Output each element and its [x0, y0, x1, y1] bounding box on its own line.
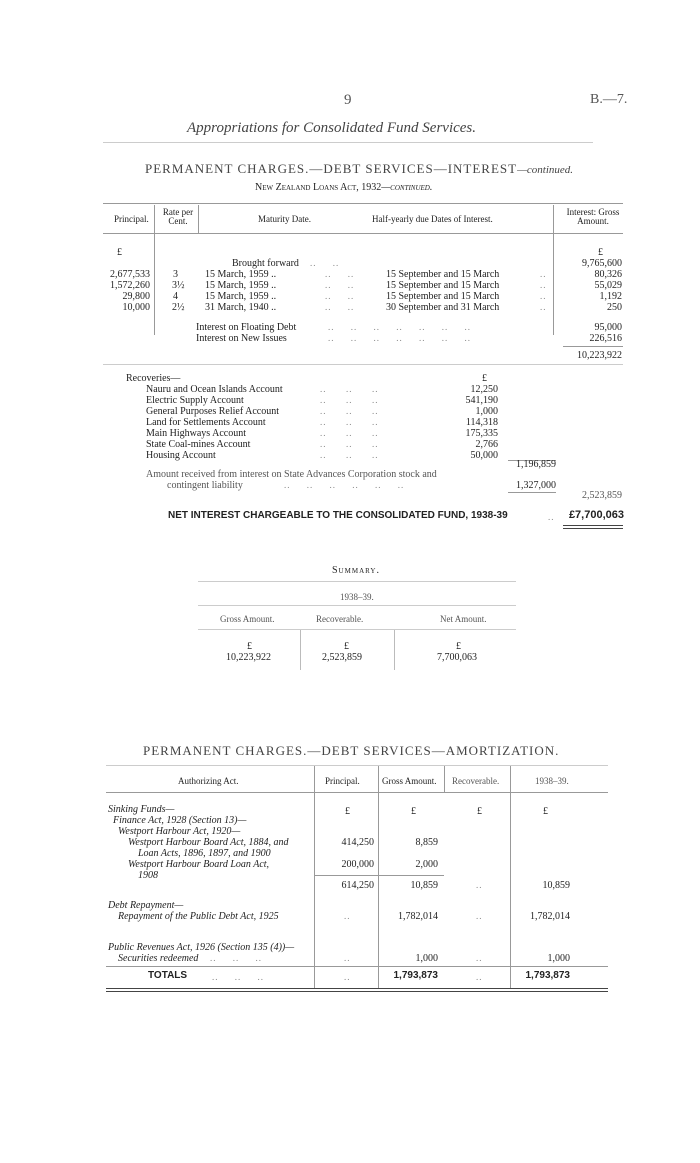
loan-due-dates: 15 September and 15 March — [386, 291, 500, 302]
sinking-subtotal-principal: 614,250 — [341, 880, 374, 891]
page-reference: B.—7. — [590, 92, 628, 107]
recovery-label: Housing Account — [146, 450, 216, 461]
recoveries-subtotal: 1,196,859 — [516, 459, 556, 470]
public-revenues-line1: Public Revenues Act, 1926 (Section 135 (4))— — [108, 942, 295, 953]
leader-dots: .. — [476, 880, 483, 890]
loan-interest: 55,029 — [594, 280, 622, 291]
table-header-rule — [103, 233, 623, 234]
leader-dots: .. .. .. — [320, 384, 379, 394]
loan-due-dates: 15 September and 15 March — [386, 269, 500, 280]
leader-dots: .. .. .. .. .. .. .. — [328, 333, 471, 343]
leader-dots: .. .. .. — [320, 450, 379, 460]
col-header-principal: Principal. — [114, 214, 149, 224]
summary-col-recoverable: Recoverable. — [316, 614, 364, 624]
public-revenues-net: 1,000 — [547, 953, 570, 964]
totals-bottom-rule-1 — [106, 988, 608, 989]
westport-act-label: Westport Harbour Act, 1920— — [118, 826, 241, 837]
sinking-subtotal-gross: 10,859 — [410, 880, 438, 891]
recoverable-total: 2,523,859 — [582, 490, 622, 501]
amort-col-year: 1938–39. — [535, 776, 569, 786]
leader-dots: .. .. .. — [320, 417, 379, 427]
recovery-label: Main Highways Account — [146, 428, 246, 439]
amort-currency: £ — [477, 806, 482, 817]
recoverable-total-rule — [508, 492, 556, 493]
repayment-net: 1,782,014 — [530, 911, 570, 922]
interest-title-main: PERMANENT CHARGES.—DEBT SERVICES—INTEREST — [145, 161, 518, 176]
repayment-act-label: Repayment of the Public Debt Act, 1925 — [118, 911, 279, 922]
leader-dots: .. .. — [310, 258, 340, 268]
loan-rate: 3 — [173, 269, 178, 280]
loan-rate: 4 — [173, 291, 178, 302]
col-header-interest: Interest: Gross Amount. — [566, 207, 620, 226]
leader-dots: .. — [344, 972, 351, 982]
loan-principal: 10,000 — [122, 302, 150, 313]
sinking-subtotal-net: 10,859 — [542, 880, 570, 891]
gross-total-rule — [563, 346, 623, 347]
leader-dots: .. .. .. — [320, 406, 379, 416]
amort-col-recoverable: Recoverable. — [452, 776, 500, 786]
state-advances-line2: contingent liability — [167, 480, 243, 491]
recovery-amount: 1,000 — [475, 406, 498, 417]
leader-dots: .. .. .. — [210, 953, 262, 963]
interest-title-suffix: —continued. — [517, 164, 574, 176]
summary-sep-2 — [394, 630, 395, 670]
loan-interest: 250 — [607, 302, 622, 313]
amortization-section-title: PERMANENT CHARGES.—DEBT SERVICES—AMORTIZATION. — [143, 743, 560, 758]
totals-bottom-rule-2 — [106, 991, 608, 992]
header-rule — [103, 142, 593, 143]
leader-dots: .. — [476, 911, 483, 921]
debt-repayment-label: Debt Repayment— — [108, 900, 184, 911]
loan-maturity: 15 March, 1959 .. — [205, 269, 277, 280]
recovery-amount: 541,190 — [465, 395, 498, 406]
col-sep-2 — [198, 205, 199, 233]
sinking-subtotal-rule — [314, 875, 444, 876]
subtitle-suffix: —continued. — [381, 182, 433, 193]
summary-currency: £ — [344, 641, 349, 652]
amort-sep-3 — [444, 766, 445, 792]
amort-col-principal: Principal. — [325, 776, 360, 786]
currency-principal: £ — [117, 247, 122, 258]
leader-dots: .. .. .. — [320, 395, 379, 405]
summary-recoverable-value: 2,523,859 — [322, 652, 362, 663]
loan-due-dates: 30 September and 31 March — [386, 302, 500, 313]
col-sep-3 — [553, 205, 554, 335]
summary-sep-1 — [300, 630, 301, 670]
leader-dots: .. — [548, 512, 555, 522]
summary-year: 1938–39. — [340, 592, 374, 602]
leader-dots: .. — [540, 302, 547, 312]
loan-rate: 2½ — [172, 302, 185, 313]
public-revenues-line2: Securities redeemed — [118, 953, 199, 964]
amort-top-rule — [106, 765, 608, 766]
recovery-label: Nauru and Ocean Islands Account — [146, 384, 283, 395]
leader-dots: .. .. .. .. .. .. .. — [328, 322, 471, 332]
loan-interest: 1,192 — [599, 291, 622, 302]
amort-header-rule — [106, 792, 608, 793]
leader-dots: .. .. — [325, 269, 355, 279]
amort-col-act: Authorizing Act. — [178, 776, 239, 786]
recovery-label: State Coal-mines Account — [146, 439, 251, 450]
leader-dots: .. — [344, 911, 351, 921]
totals-label: TOTALS — [148, 970, 188, 981]
finance-act-label: Finance Act, 1928 (Section 13)— — [113, 815, 247, 826]
recovery-amount: 12,250 — [470, 384, 498, 395]
loan-maturity: 15 March, 1959 .. — [205, 280, 277, 291]
leader-dots: .. .. .. — [320, 439, 379, 449]
loan-act-principal: 200,000 — [341, 859, 374, 870]
loan-principal: 1,572,260 — [110, 280, 150, 291]
page-number: 9 — [344, 92, 352, 108]
summary-col-net: Net Amount. — [440, 614, 487, 624]
leader-dots: .. .. — [325, 302, 355, 312]
floating-debt-amount: 95,000 — [594, 322, 622, 333]
loan-act-gross: 2,000 — [415, 859, 438, 870]
new-issues-label: Interest on New Issues — [196, 333, 287, 344]
amort-sep-1 — [314, 766, 315, 988]
leader-dots: .. — [476, 972, 483, 982]
amort-sep-4 — [510, 766, 511, 988]
new-issues-amount: 226,516 — [589, 333, 622, 344]
subtitle-text: New Zealand Loans Act, 1932 — [255, 182, 382, 193]
recovery-amount: 50,000 — [470, 450, 498, 461]
summary-gross-value: 10,223,922 — [226, 652, 271, 663]
board-act-gross: 8,859 — [415, 837, 438, 848]
leader-dots: .. — [540, 269, 547, 279]
loan-due-dates: 15 September and 15 March — [386, 280, 500, 291]
summary-top-rule — [198, 581, 516, 582]
amort-col-gross: Gross Amount. — [382, 776, 437, 786]
sinking-funds-label: Sinking Funds— — [108, 804, 175, 815]
summary-currency: £ — [247, 641, 252, 652]
recoveries-currency: £ — [482, 373, 487, 384]
currency-interest: £ — [598, 247, 603, 258]
summary-header-rule — [198, 629, 516, 630]
interest-subtitle — [255, 182, 432, 193]
summary-net-value: 7,700,063 — [437, 652, 477, 663]
leader-dots: .. .. — [325, 291, 355, 301]
net-interest-label: NET INTEREST CHARGEABLE TO THE CONSOLIDATED FUND, 1938-39 — [168, 510, 508, 521]
recovery-amount: 114,318 — [465, 417, 498, 428]
leader-dots: .. — [540, 280, 547, 290]
col-header-halfyearly: Half-yearly due Dates of Interest. — [372, 214, 493, 224]
loan-interest: 80,326 — [594, 269, 622, 280]
summary-year-rule — [198, 605, 516, 606]
leader-dots: .. .. — [325, 280, 355, 290]
recovery-label: Electric Supply Account — [146, 395, 244, 406]
col-header-rate: Rate per Cent. — [162, 207, 194, 226]
state-advances-line1: Amount received from interest on State Advances Corporation stock and — [146, 469, 437, 480]
amort-currency: £ — [345, 806, 350, 817]
table-top-rule — [103, 203, 623, 204]
leader-dots: .. — [344, 953, 351, 963]
board-act-line2: Loan Acts, 1896, 1897, and 1900 — [138, 848, 271, 859]
floating-debt-label: Interest on Floating Debt — [196, 322, 297, 333]
leader-dots: .. — [476, 953, 483, 963]
recovery-label: General Purposes Relief Account — [146, 406, 280, 417]
loan-act-line2: 1908 — [138, 870, 158, 881]
leader-dots: .. .. .. — [212, 972, 264, 982]
leader-dots: .. .. .. — [320, 428, 379, 438]
totals-top-rule — [106, 966, 608, 967]
recovery-label: Land for Settlements Account — [146, 417, 266, 428]
net-double-rule-1 — [563, 525, 623, 526]
board-act-line1: Westport Harbour Board Act, 1884, and — [128, 837, 289, 848]
loan-principal: 29,800 — [122, 291, 150, 302]
net-interest-amount: £7,700,063 — [568, 509, 624, 521]
recoveries-label: Recoveries— — [126, 373, 181, 384]
loan-act-line1: Westport Harbour Board Loan Act, — [128, 859, 270, 870]
col-sep-1 — [154, 205, 155, 335]
brought-forward-label: Brought forward — [232, 258, 299, 269]
amort-currency: £ — [543, 806, 548, 817]
leader-dots: .. .. .. .. .. .. — [284, 480, 405, 490]
totals-gross: 1,793,873 — [393, 970, 438, 981]
loan-maturity: 15 March, 1959 .. — [205, 291, 277, 302]
col-header-maturity: Maturity Date. — [258, 214, 311, 224]
board-act-principal: 414,250 — [341, 837, 374, 848]
amort-sep-2 — [378, 766, 379, 988]
net-double-rule-2 — [563, 528, 623, 529]
repayment-gross: 1,782,014 — [398, 911, 438, 922]
loan-maturity: 31 March, 1940 .. — [205, 302, 277, 313]
leader-dots: .. — [540, 291, 547, 301]
interest-section-title — [145, 161, 573, 177]
summary-currency: £ — [456, 641, 461, 652]
state-advances-amount: 1,327,000 — [516, 480, 556, 491]
public-revenues-gross: 1,000 — [415, 953, 438, 964]
summary-title: Summary. — [332, 565, 380, 576]
loan-principal: 2,677,533 — [110, 269, 150, 280]
recovery-amount: 175,335 — [465, 428, 498, 439]
loan-rate: 3½ — [172, 280, 185, 291]
table-bottom-rule — [103, 364, 623, 365]
gross-total: 10,223,922 — [577, 350, 622, 361]
amort-currency: £ — [411, 806, 416, 817]
brought-forward-amount: 9,765,600 — [582, 258, 622, 269]
running-title: Appropriations for Consolidated Fund Services. — [187, 120, 477, 136]
totals-net: 1,793,873 — [525, 970, 570, 981]
summary-col-gross: Gross Amount. — [220, 614, 275, 624]
recovery-amount: 2,766 — [475, 439, 498, 450]
